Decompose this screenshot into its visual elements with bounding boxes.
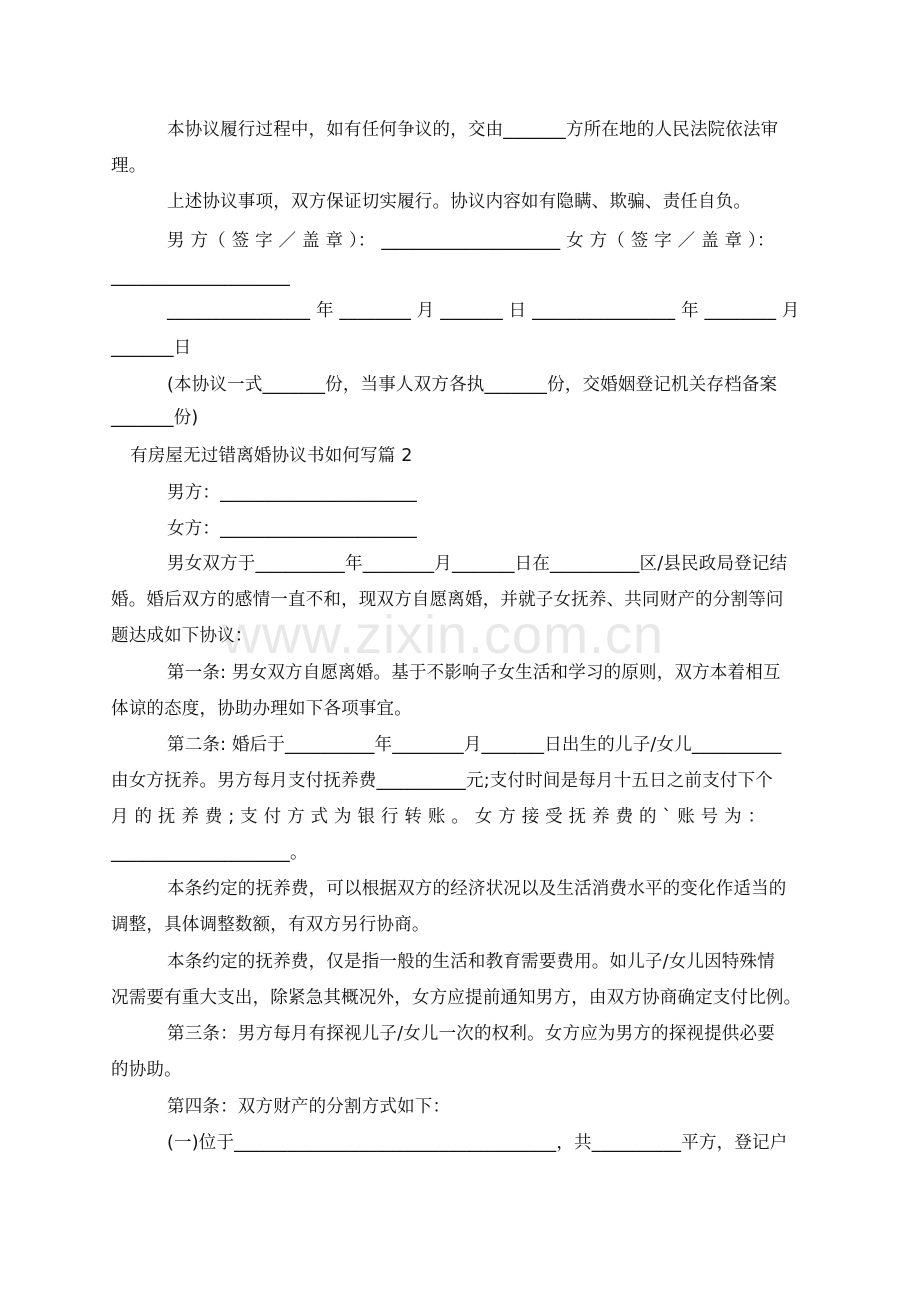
article-1-line: 体谅的态度，协助办理如下各项事宜。: [111, 699, 412, 719]
paragraph-line: _______份): [111, 408, 199, 428]
paragraph-line: 理。: [111, 156, 147, 176]
paragraph-line: 本条约定的抚养费，仅是指一般的生活和教育需要费用。如儿子/女儿因特殊情: [167, 952, 775, 972]
date-line: _______日: [111, 338, 192, 358]
female-party-line: 女方：______________________: [167, 519, 417, 539]
paragraph-line: 上述协议事项，双方保证切实履行。协议内容如有隐瞒、欺骗、责任自负。: [167, 192, 752, 212]
paragraph-line: 本协议履行过程中，如有任何争议的，交由_______方所在地的人民法院依法审: [167, 120, 779, 140]
article-3-line: 第三条：男方每月有探视儿子/女儿一次的权利。女方应为男方的探视提供必要: [167, 1024, 775, 1044]
paragraph-line: 调整，具体调整数额，有双方另行协商。: [111, 915, 430, 935]
article-4-item-line: (一)位于____________________________________，共__________平方，登记户: [167, 1133, 788, 1153]
article-2-line: 月 的 抚 养 费 ; 支 付 方 式 为 银 行 转 账 。 女 方 接 受 抚 养 费 的 ` 账 号 为 ：: [111, 807, 766, 827]
signature-line: ____________________: [111, 267, 290, 287]
section-heading: 有房屋无过错离婚协议书如何写篇 2: [130, 446, 413, 466]
signature-line: 男 方（ 签 字 ／ 盖 章 ）： ____________________ 女 方（ 签 字 ／ 盖 章 ）：: [167, 231, 775, 251]
article-2-line: ____________________。: [111, 843, 308, 863]
date-line: ________________ 年 ________ 月 _______ 日 ________________ 年 ________ 月: [167, 301, 800, 321]
article-1-line: 第一条: 男女双方自愿离婚。基于不影响子女生活和学习的原则，双方本着相互: [167, 663, 781, 683]
watermark: www.zixin.com.cn: [222, 605, 665, 665]
male-party-line: 男方：______________________: [167, 483, 417, 503]
article-2-line: 由女方抚养。男方每月支付抚养费__________元;支付时间是每月十五日之前支付下个: [111, 771, 773, 791]
paragraph-line: 男女双方于__________年________月_______日在__________区/县民政局登记结: [167, 554, 788, 574]
paragraph-line: (本协议一式_______份，当事人双方各执_______份，交婚姻登记机关存档备案: [167, 375, 778, 395]
paragraph-line: 婚。婚后双方的感情一直不和，现双方自愿离婚，并就子女抚养、共同财产的分割等问: [111, 590, 784, 610]
paragraph-line: 本条约定的抚养费，可以根据双方的经济状况以及生活消费水平的变化作适当的: [167, 879, 787, 899]
article-3-line: 的协助。: [111, 1060, 182, 1080]
article-4-line: 第四条：双方财产的分割方式如下：: [167, 1097, 451, 1117]
paragraph-line: 题达成如下协议：: [111, 626, 253, 646]
article-2-line: 第二条: 婚后于__________年________月_______日出生的儿子/女儿__________: [167, 735, 782, 755]
paragraph-line: 况需要有重大支出，除紧急其概况外，女方应提前通知男方，由双方协商确定支付比例。: [111, 988, 802, 1008]
